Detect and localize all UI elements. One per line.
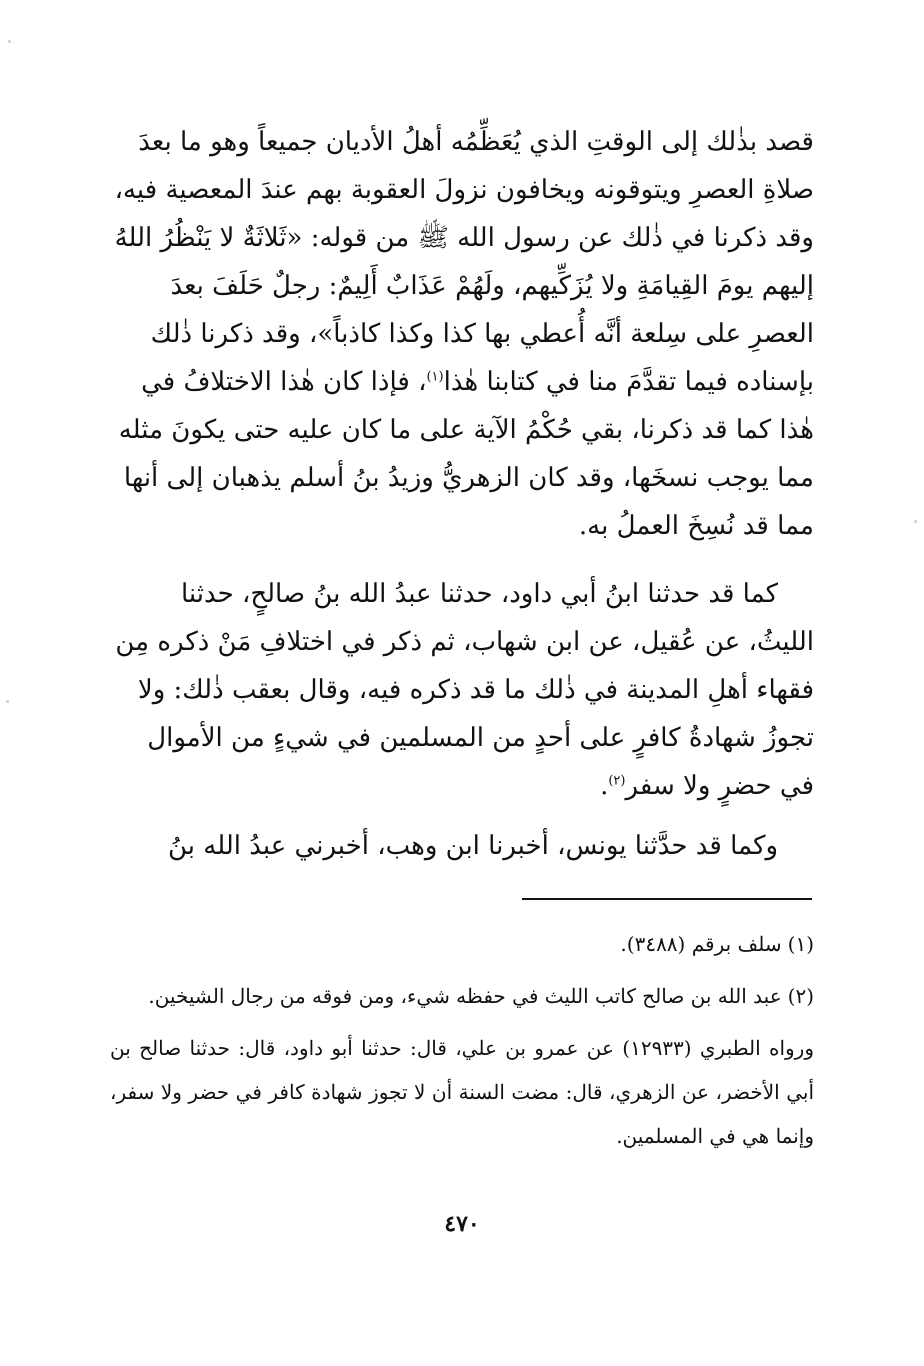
paragraph-2-tail: . bbox=[600, 771, 609, 801]
body-paragraph-3 bbox=[110, 822, 814, 870]
footnote-2-text: عبد الله بن صالح كاتب الليث في حفظه شيء، ومن فوقه من رجال الشيخين. bbox=[148, 984, 782, 1008]
page-number: ٤٧٠ bbox=[444, 1211, 480, 1237]
body-paragraph-2 bbox=[110, 570, 814, 810]
footnote-1-text: سلف برقم (٣٤٨٨). bbox=[620, 932, 782, 956]
body-paragraph-1 bbox=[110, 118, 814, 550]
margin-speck bbox=[8, 40, 11, 43]
paragraph-2-text: كما قد حدثنا ابنُ أبي داود، حدثنا عبدُ الله بنُ صالحٍ، حدثنا الليثُ، عن عُقيل، عن ابن شهاب، ثم ذكر في اختلافِ مَنْ ذكره مِن فقهاء أهلِ المدينة في ذٰلك ما قد ذكره فيه، وقال بعقب ذٰلك: ولا تجوزُ شهادةُ كافرٍ على أحدٍ من المسلمين في شيءٍ من الأموال في حضرٍ ولا سفر bbox=[115, 579, 814, 801]
footnote-reference-2[interactable]: (٢) bbox=[608, 773, 626, 789]
footnote-reference-1[interactable]: (١) bbox=[426, 369, 444, 385]
footnote-2-continuation: ورواه الطبري (١٢٩٣٣) عن عمرو بن علي، قال: حدثنا أبو داود، قال: حدثنا صالح بن أبي الأخضر، عن الزهري، قال: مضت السنة أن لا تجوز شهادة كافر في حضر ولا سفر، وإنما هي في المسلمين. bbox=[110, 1036, 815, 1148]
footnote-1-marker: (١) bbox=[787, 932, 814, 956]
paragraph-3-text: وكما قد حدَّثنا يونس، أخبرنا ابن وهب، أخبرني عبدُ الله بنُ bbox=[168, 831, 778, 861]
margin-speck bbox=[914, 520, 917, 523]
footnote-2 bbox=[110, 974, 814, 1018]
footnote-separator bbox=[522, 898, 812, 900]
footnote-2-marker: (٢) bbox=[787, 984, 814, 1008]
footnote-1 bbox=[110, 922, 814, 966]
margin-speck bbox=[6, 700, 9, 703]
paragraph-1-text: قصد بذٰلك إلى الوقتِ الذي يُعَظِّمُه أهلُ الأديان جميعاً وهو ما بعدَ صلاةِ العصرِ ويتوقونه ويخافون نزولَ العقوبة بهم عندَ المعصية فيه، وقد ذكرنا في ذٰلك عن رسول الله ﷺ من قوله: «ثَلاثَةٌ لا يَنْظُرُ اللهُ إليهم يومَ القِيامَةِ ولا يُزَكِّيهم، ولَهُمْ عَذَابٌ أَلِيمٌ: رجلٌ حَلَفَ بعدَ العصرِ على سِلعة أنَّه أُعطي بها كذا وكذا كاذباً»، وقد ذكرنا ذٰلك بإسناده فيما تقدَّمَ منا في كتابنا هٰذا bbox=[114, 127, 814, 397]
paragraph-1-tail: ، فإذا كان هٰذا الاختلافُ في هٰذا كما قد ذكرنا، بقي حُكْمُ الآية على ما كان عليه حتى يكونَ مثله مما يوجب نسخَها، وقد كان الزهريُّ وزيدُ بنُ أسلم يذهبان إلى أنها مما قد نُسِخَ العملُ به. bbox=[118, 367, 814, 541]
footnotes-section bbox=[110, 922, 814, 1158]
